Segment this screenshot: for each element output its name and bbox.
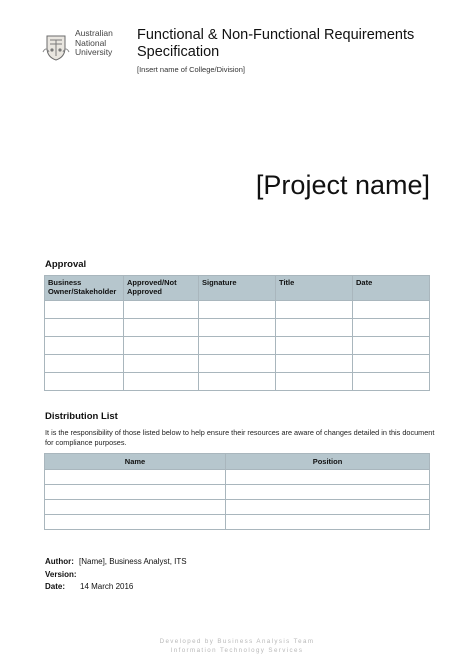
- table-cell: [276, 355, 353, 373]
- approval-table: [44, 275, 430, 391]
- table-cell: [124, 355, 199, 373]
- author-row: [45, 556, 187, 569]
- table-cell: [199, 319, 276, 337]
- table-cell: [199, 373, 276, 391]
- table-cell: [45, 470, 226, 485]
- table-cell: [45, 515, 226, 530]
- table-cell: [226, 500, 430, 515]
- table-cell: [124, 337, 199, 355]
- table-cell: [276, 301, 353, 319]
- footer-line: Information Technology Services: [170, 647, 304, 654]
- column-header: Name: [45, 454, 226, 470]
- table-cell: [45, 355, 124, 373]
- table-cell: [353, 337, 430, 355]
- author-value: [Name], Business Analyst, ITS: [79, 557, 187, 566]
- table-row: [45, 515, 430, 530]
- column-header: Signature: [199, 276, 276, 301]
- table-row: [45, 337, 430, 355]
- table-cell: [199, 337, 276, 355]
- table-row: [45, 355, 430, 373]
- table-cell: [226, 515, 430, 530]
- column-header: Position: [226, 454, 430, 470]
- table-cell: [276, 373, 353, 391]
- table-cell: [353, 373, 430, 391]
- table-cell: [124, 301, 199, 319]
- approval-header-row: [45, 276, 430, 301]
- university-crest-icon: [41, 32, 71, 62]
- distribution-description: It is the responsibility of those listed below to help ensure their resources are aware of changes detailed in this document for compliance purposes.: [45, 428, 435, 447]
- approval-heading: Approval: [45, 259, 87, 270]
- table-row: [45, 319, 430, 337]
- project-name: [Project name]: [255, 170, 430, 200]
- column-header: Business Owner/Stakeholder: [45, 276, 124, 301]
- table-cell: [45, 373, 124, 391]
- table-cell: [353, 301, 430, 319]
- distribution-heading: Distribution List: [45, 411, 118, 422]
- table-cell: [45, 485, 226, 500]
- table-row: [45, 301, 430, 319]
- footer-line: Developed by Business Analysis Team: [159, 638, 315, 645]
- table-cell: [199, 355, 276, 373]
- table-cell: [276, 337, 353, 355]
- table-cell: [276, 319, 353, 337]
- column-header: Title: [276, 276, 353, 301]
- table-cell: [226, 470, 430, 485]
- logo-wordmark: Australian National University: [75, 28, 113, 57]
- table-row: [45, 373, 430, 391]
- table-cell: [124, 319, 199, 337]
- column-header: Date: [353, 276, 430, 301]
- distribution-table: [44, 453, 430, 530]
- table-cell: [45, 319, 124, 337]
- version-row: [45, 569, 187, 582]
- anu-logo: [41, 29, 129, 65]
- date-value: 14 March 2016: [80, 582, 134, 591]
- date-row: [45, 581, 187, 594]
- table-cell: [353, 319, 430, 337]
- version-label: Version:: [45, 569, 77, 579]
- date-label: Date:: [45, 582, 66, 591]
- table-cell: [45, 500, 226, 515]
- table-cell: [199, 301, 276, 319]
- document-title: Functional & Non-Functional Requirements Specification: [137, 27, 415, 60]
- document-metadata: [45, 556, 187, 594]
- college-placeholder: [Insert name of College/Division]: [137, 65, 245, 74]
- table-row: [45, 500, 430, 515]
- author-label: Author:: [45, 557, 74, 566]
- table-cell: [45, 301, 124, 319]
- table-cell: [124, 373, 199, 391]
- table-cell: [353, 355, 430, 373]
- table-row: [45, 485, 430, 500]
- column-header: Approved/Not Approved: [124, 276, 199, 301]
- page-footer: [0, 637, 474, 655]
- table-row: [45, 470, 430, 485]
- distribution-header-row: [45, 454, 430, 470]
- table-cell: [45, 337, 124, 355]
- table-cell: [226, 485, 430, 500]
